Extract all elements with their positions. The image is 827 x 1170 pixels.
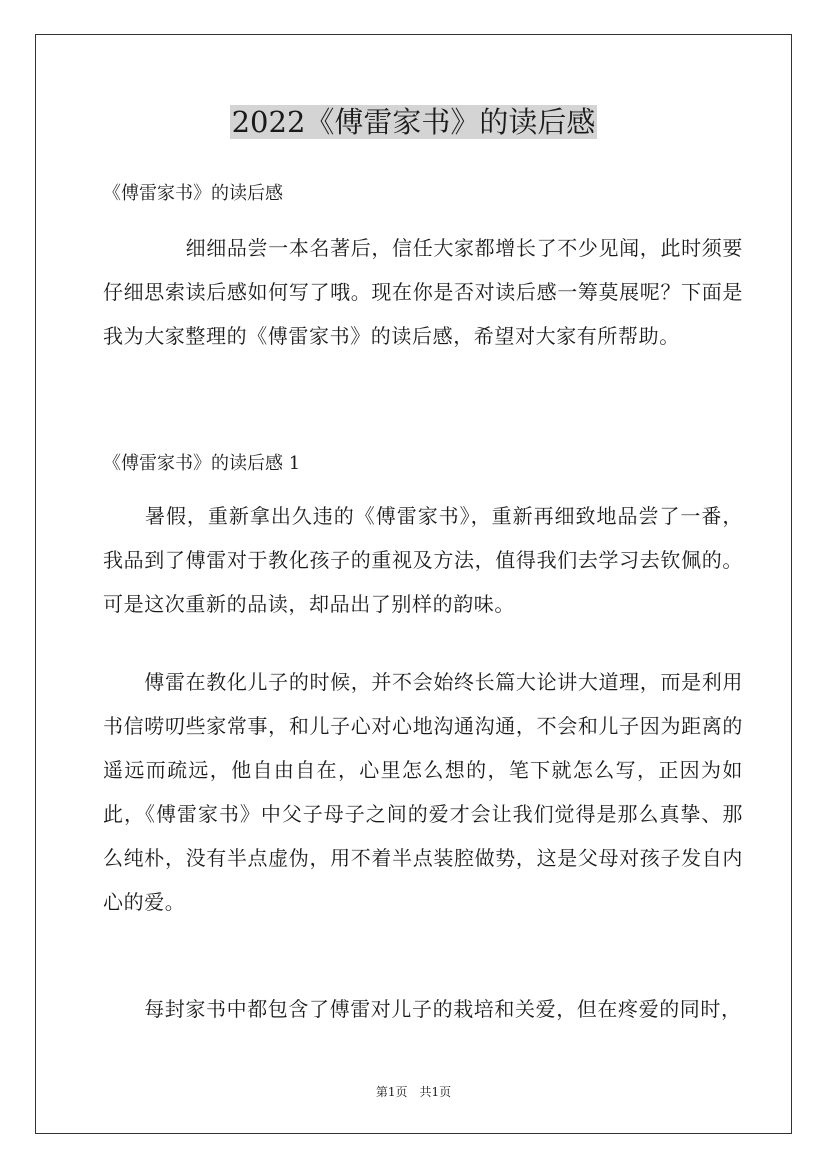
document-title — [0, 102, 827, 142]
page-footer: 第1页 共1页 — [375, 1085, 452, 1099]
intro-paragraph: 细细品尝一本名著后，信任大家都增长了不少见闻，此时须要仔细思索读后感如何写了哦。现在你是否对读后感一筹莫展呢？下面是我为大家整理的《傅雷家书》的读后感，希望对大家有所帮助。 — [103, 236, 743, 348]
body-paragraph-1: 暑假，重新拿出久违的《傅雷家书》，重新再细致地品尝了一番，我品到了傅雷对于教化孩子的重视及方法，值得我们去学习去钦佩的。可是这次重新的品读，却品出了别样的韵味。 — [103, 504, 743, 616]
body-paragraph-3: 每封家书中都包含了傅雷对儿子的栽培和关爱，但在疼爱的同时， — [103, 997, 742, 1021]
document-title-text: 2022《傅雷家书》的读后感 — [231, 105, 596, 139]
body-paragraph-2: 傅雷在教化儿子的时候，并不会始终长篇大论讲大道理，而是利用书信唠叨些家常事，和儿子心对心地沟通沟通，不会和儿子因为距离的遥远而疏远，他自由自在，心里怎么想的，笔下就怎么写，正因为如此，《傅雷家书》中父子母子之间的爱才会让我们觉得是那么真挚、那么纯朴，没有半点虚伪，用不着半点装腔做势，这是父母对孩子发自内心的爱。 — [103, 670, 743, 914]
section-heading-1: 《傅雷家书》的读后感 1 — [103, 453, 301, 474]
subtitle-heading: 《傅雷家书》的读后感 — [103, 183, 283, 204]
